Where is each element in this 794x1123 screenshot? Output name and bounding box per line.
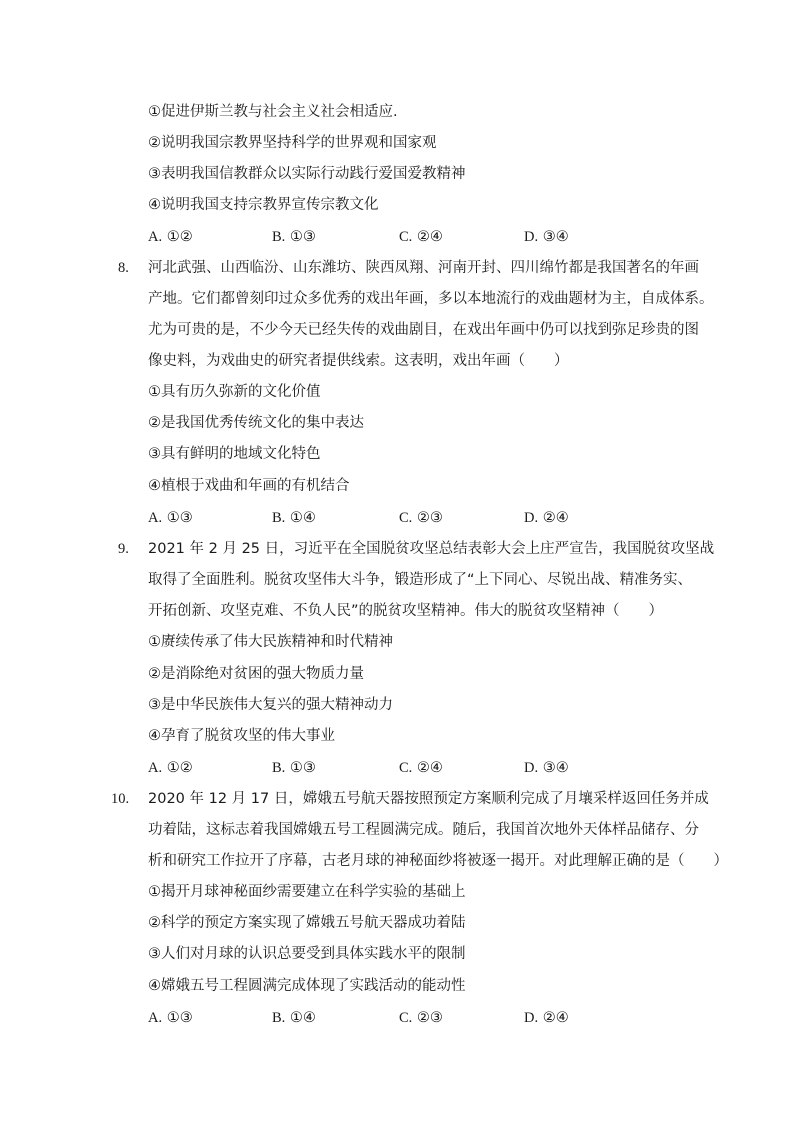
q9-option-d[interactable]: D. ③④ <box>524 760 569 776</box>
q9-statement-1: ①赓续传承了伟大民族精神和时代精神 <box>148 634 393 650</box>
q10-option-a[interactable]: A. ①③ <box>148 1010 193 1026</box>
q8-option-c[interactable]: C. ②③ <box>399 510 443 526</box>
q7-option-d[interactable]: D. ③④ <box>524 229 569 245</box>
q8-stem-line-2: 产地。它们都曾刻印过众多优秀的戏出年画，多以本地流行的戏曲题材为主，自成体系。 <box>148 291 714 307</box>
q8-number: 8. <box>118 260 129 276</box>
q10-statement-1: ①揭开月球神秘面纱需要建立在科学实验的基础上 <box>148 884 466 900</box>
q9-statement-3: ③是中华民族伟大复兴的强大精神动力 <box>148 697 393 713</box>
q9-options <box>148 758 608 778</box>
q10-stem-line-2: 功着陆，这标志着我国嫦娥五号工程圆满完成。随后，我国首次地外天体样品储存、分 <box>148 822 699 838</box>
q9-statement-2: ②是消除绝对贫困的强大物质力量 <box>148 666 364 682</box>
q9-stem-line-1: 2021 年 2 月 25 日，习近平在全国脱贫攻坚总结表彰大会上庄严宣告，我国脱贫攻坚战 <box>148 541 715 557</box>
q7-option-c[interactable]: C. ②④ <box>399 229 443 245</box>
q9-stem-line-2: 取得了全面胜利。脱贫攻坚伟大斗争，锻造形成了“上下同心、尽锐出战、精准务实、 <box>148 572 693 588</box>
q8-stem-line-1: 河北武强、山西临汾、山东潍坊、陕西凤翔、河南开封、四川绵竹都是我国著名的年画 <box>148 260 699 276</box>
q10-option-b[interactable]: B. ①④ <box>272 1010 316 1026</box>
q8-option-d[interactable]: D. ②④ <box>524 510 569 526</box>
q8-options <box>148 508 608 528</box>
q7-statement-4: ④说明我国支持宗教界宣传宗教文化 <box>148 197 379 213</box>
q10-option-c[interactable]: C. ②③ <box>399 1010 443 1026</box>
q10-statement-3: ③人们对月球的认识总要受到具体实践水平的限制 <box>148 946 466 962</box>
q10-statement-2: ②科学的预定方案实现了嫦娥五号航天器成功着陆 <box>148 915 466 931</box>
q9-stem-line-3: 开拓创新、攻坚克难、不负人民”的脱贫攻坚精神。伟大的脱贫攻坚精神（ ） <box>148 603 664 619</box>
q7-option-b[interactable]: B. ①③ <box>272 229 316 245</box>
q8-option-b[interactable]: B. ①④ <box>272 510 316 526</box>
q7-statement-3: ③表明我国信教群众以实际行动践行爱国爱教精神 <box>148 166 466 182</box>
q9-option-c[interactable]: C. ②④ <box>399 760 443 776</box>
q10-stem-line-3: 析和研究工作拉开了序幕，古老月球的神秘面纱将被逐一揭开。对此理解正确的是（ ） <box>148 853 728 869</box>
q10-number: 10. <box>111 791 130 807</box>
q8-statement-2: ②是我国优秀传统文化的集中表达 <box>148 415 364 431</box>
q10-options <box>148 1008 608 1028</box>
q10-statement-4: ④嫦娥五号工程圆满完成体现了实践活动的能动性 <box>148 978 466 994</box>
q8-option-a[interactable]: A. ①③ <box>148 510 193 526</box>
q7-statement-1: ①促进伊斯兰教与社会主义社会相适应. <box>148 104 398 120</box>
q9-statement-4: ④孕育了脱贫攻坚的伟大事业 <box>148 728 335 744</box>
q7-options <box>148 227 608 247</box>
q7-option-a[interactable]: A. ①② <box>148 229 193 245</box>
q8-statement-3: ③具有鲜明的地域文化特色 <box>148 446 321 462</box>
q8-stem-line-3: 尤为可贵的是，不少今天已经失传的戏曲剧目，在戏出年画中仍可以找到弥足珍贵的图 <box>148 322 699 338</box>
q9-option-b[interactable]: B. ①③ <box>272 760 316 776</box>
q10-stem-line-1: 2020 年 12 月 17 日，嫦娥五号航天器按照预定方案顺利完成了月壤采样返回任务并成 <box>148 791 709 807</box>
q9-number: 9. <box>118 541 129 557</box>
q9-option-a[interactable]: A. ①② <box>148 760 193 776</box>
q8-statement-1: ①具有历久弥新的文化价值 <box>148 384 321 400</box>
q8-statement-4: ④植根于戏曲和年画的有机结合 <box>148 478 350 494</box>
q7-statement-2: ②说明我国宗教界坚持科学的世界观和国家观 <box>148 135 437 151</box>
q8-stem-line-4: 像史料，为戏曲史的研究者提供线索。这表明，戏出年画（ ） <box>148 353 569 369</box>
q10-option-d[interactable]: D. ②④ <box>524 1010 569 1026</box>
